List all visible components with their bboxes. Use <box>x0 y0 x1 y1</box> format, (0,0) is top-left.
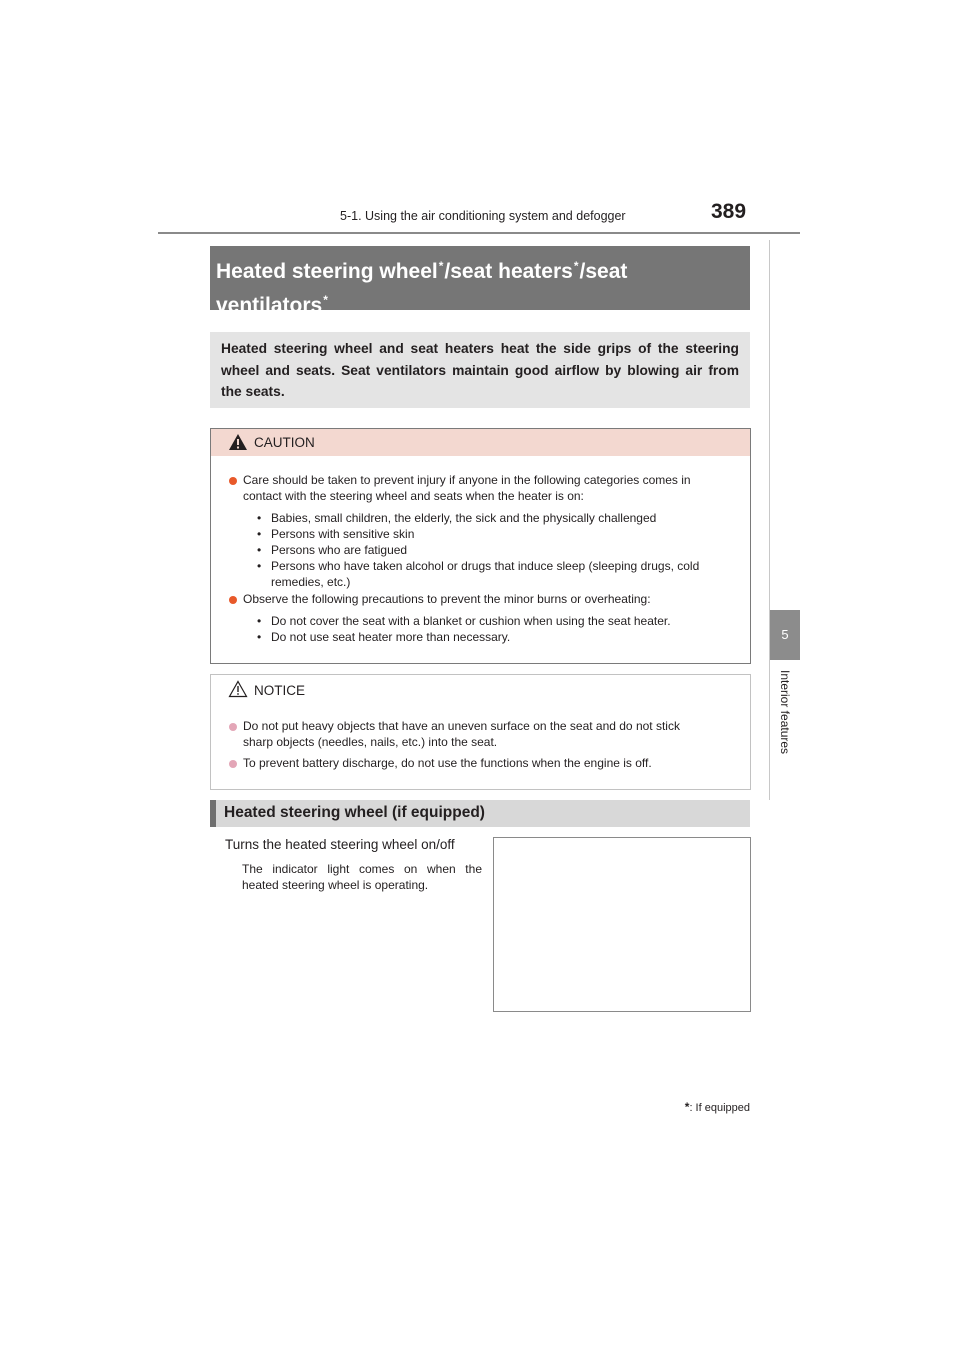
caution-header <box>211 429 750 456</box>
title-part-4: ventilators <box>216 294 323 317</box>
notice-item-2: To prevent battery discharge, do not use the functions when the engine is off. <box>243 756 652 770</box>
illustration-frame <box>493 837 751 1012</box>
bullet-icon <box>229 723 237 731</box>
caution-item-1: Care should be taken to prevent injury if anyone in the following categories comes in contact with the steering wheel and seats when the heater is on: <box>243 473 691 503</box>
bullet-icon <box>229 477 237 485</box>
warning-icon <box>228 433 248 451</box>
notice-warning-icon <box>228 680 248 698</box>
page-title-bar <box>210 246 750 317</box>
section-heading-bar <box>210 800 216 827</box>
notice-item-1: Do not put heavy objects that have an uneven surface on the seat and do not stick sharp objects (needles, nails, etc.) into the seat. <box>243 719 680 749</box>
chapter-tab: 5 <box>770 610 800 660</box>
caution-subitem: • Persons with sensitive skin <box>257 527 415 541</box>
section-heading <box>210 800 750 827</box>
footnote <box>600 1100 750 1114</box>
chapter-label-text: Interior features <box>778 670 792 755</box>
title-part-3: /seat <box>579 260 628 283</box>
caution-subitem: • Persons who are fatigued <box>257 543 408 557</box>
bullet-icon <box>229 760 237 768</box>
caution-subitem: • Do not cover the seat with a blanket or cushion when using the seat heater. <box>257 614 671 628</box>
notice-box <box>210 674 751 790</box>
caution-subitem: • Persons who have taken alcohol or drugs that induce sleep (sleeping drugs, cold remedies, etc.) <box>257 559 700 589</box>
intro-text: Heated steering wheel and seat heaters heat the side grips of the steering wheel and seats. Seat ventilators maintain good airflow by blowing air from the seats. <box>221 341 739 399</box>
page-number: 389 <box>711 200 747 223</box>
chapter-label <box>772 670 798 785</box>
intro-box <box>210 332 750 408</box>
page-title <box>216 252 627 320</box>
caution-subitem: • Babies, small children, the elderly, the sick and the physically challenged <box>257 511 657 525</box>
title-part-2: /seat heaters <box>444 260 573 283</box>
header-rule <box>158 232 800 234</box>
asterisk-icon: * <box>573 259 579 273</box>
caution-item-2: Observe the following precautions to prevent the minor burns or overheating: <box>243 592 651 606</box>
caution-subitem: • Do not use seat heater more than necessary. <box>257 630 511 644</box>
caution-box <box>210 428 751 664</box>
asterisk-icon: * <box>323 293 328 307</box>
caution-title: CAUTION <box>254 435 315 450</box>
bullet-icon <box>229 596 237 604</box>
asterisk-icon: * <box>684 1100 690 1114</box>
body-text: Turns the heated steering wheel on/off <box>225 837 455 852</box>
title-part-1: Heated steering wheel <box>216 260 438 283</box>
body-note: The indicator light comes on when the heated steering wheel is operating. <box>242 862 482 892</box>
running-header-section: 5-1. Using the air conditioning system and defogger <box>340 209 626 223</box>
asterisk-icon: * <box>438 259 444 273</box>
section-heading-text: Heated steering wheel (if equipped) <box>224 804 485 821</box>
footnote-text: : If equipped <box>689 1102 750 1114</box>
side-divider <box>769 240 770 800</box>
notice-title: NOTICE <box>254 683 306 698</box>
